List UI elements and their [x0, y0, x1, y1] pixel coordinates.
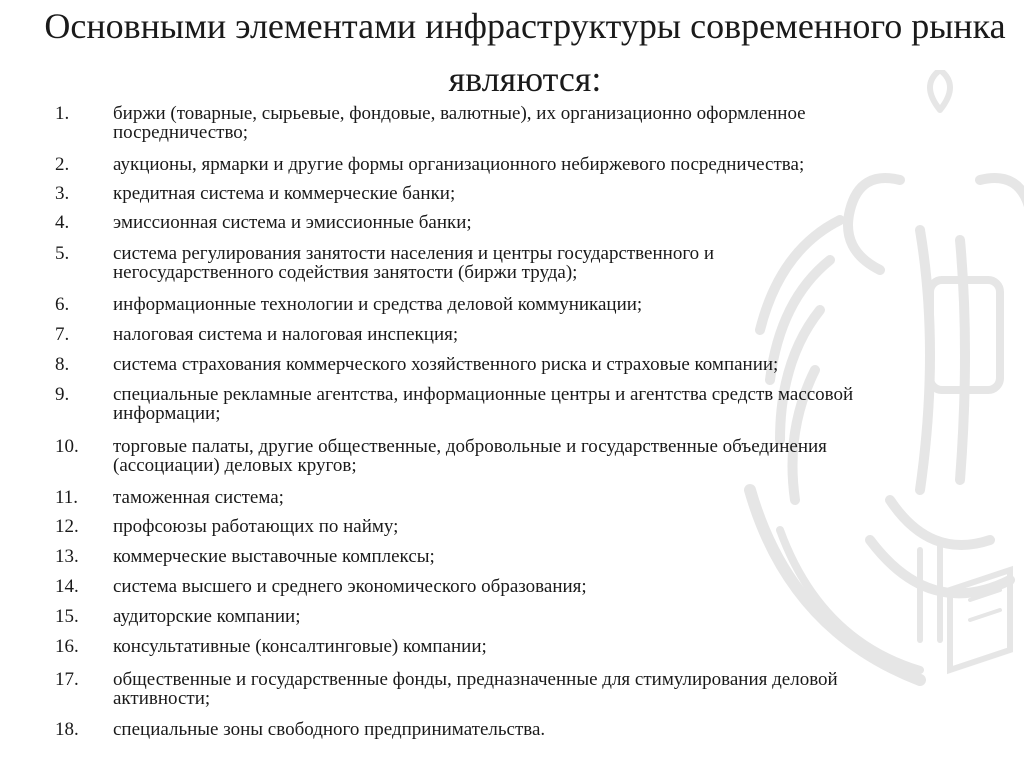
- list-item-number: 15.: [55, 606, 79, 627]
- list-item-text: общественные и государственные фонды, предназначенные для стимулирования деловой активности;: [113, 669, 838, 709]
- list-item-text: система высшего и среднего экономического образования;: [113, 576, 587, 597]
- list-item-text: эмиссионная система и эмиссионные банки;: [113, 212, 472, 233]
- list-item-text: профсоюзы работающих по найму;: [113, 516, 399, 537]
- list-item-number: 9.: [55, 384, 70, 405]
- list-item-number: 14.: [55, 576, 79, 597]
- list-item-text: аудиторские компании;: [113, 606, 301, 627]
- list-item-number: 13.: [55, 546, 79, 567]
- list-item-text: аукционы, ярмарки и другие формы организационного небиржевого посредничества;: [113, 154, 805, 175]
- list-item-number: 1.: [55, 103, 70, 124]
- list-item-text: кредитная система и коммерческие банки;: [113, 183, 456, 204]
- list-item-number: 3.: [55, 183, 70, 204]
- slide-title: Основными элементами инфраструктуры современного рынка являются:: [44, 6, 1006, 99]
- list-item-number: 16.: [55, 636, 79, 657]
- list-item-number: 2.: [55, 154, 70, 175]
- list-item-number: 17.: [55, 669, 79, 690]
- list-item-text: система регулирования занятости населения и центры государственного и негосударственного содействия занятости (биржи труда);: [113, 243, 715, 283]
- list-item-number: 8.: [55, 354, 70, 375]
- list-item-text: коммерческие выставочные комплексы;: [113, 546, 435, 567]
- list-item-number: 4.: [55, 212, 70, 233]
- list-item-number: 6.: [55, 294, 70, 315]
- list-item-text: налоговая система и налоговая инспекция;: [113, 324, 459, 345]
- list-item-text: таможенная система;: [113, 487, 284, 508]
- list-item-text: система страхования коммерческого хозяйственного риска и страховые компании;: [113, 354, 779, 375]
- list-item-text: специальные рекламные агентства, информационные центры и агентства средств массовой информации;: [113, 384, 854, 424]
- list-item-text: консультативные (консалтинговые) компании;: [113, 636, 487, 657]
- list-item-number: 10.: [55, 436, 79, 457]
- list-item-text: биржи (товарные, сырьевые, фондовые, валютные), их организационно оформленное посредничество;: [113, 103, 806, 143]
- list-item-number: 7.: [55, 324, 70, 345]
- list-item-number: 11.: [55, 487, 79, 508]
- list-item-text: специальные зоны свободного предпринимательства.: [113, 719, 546, 740]
- list-item-number: 12.: [55, 516, 79, 537]
- list-item-number: 18.: [55, 719, 79, 740]
- list-item-text: торговые палаты, другие общественные, добровольные и государственные объединения (ассоциации) деловых кругов;: [113, 436, 827, 476]
- list-item-number: 5.: [55, 243, 70, 264]
- list-item-text: информационные технологии и средства деловой коммуникации;: [113, 294, 643, 315]
